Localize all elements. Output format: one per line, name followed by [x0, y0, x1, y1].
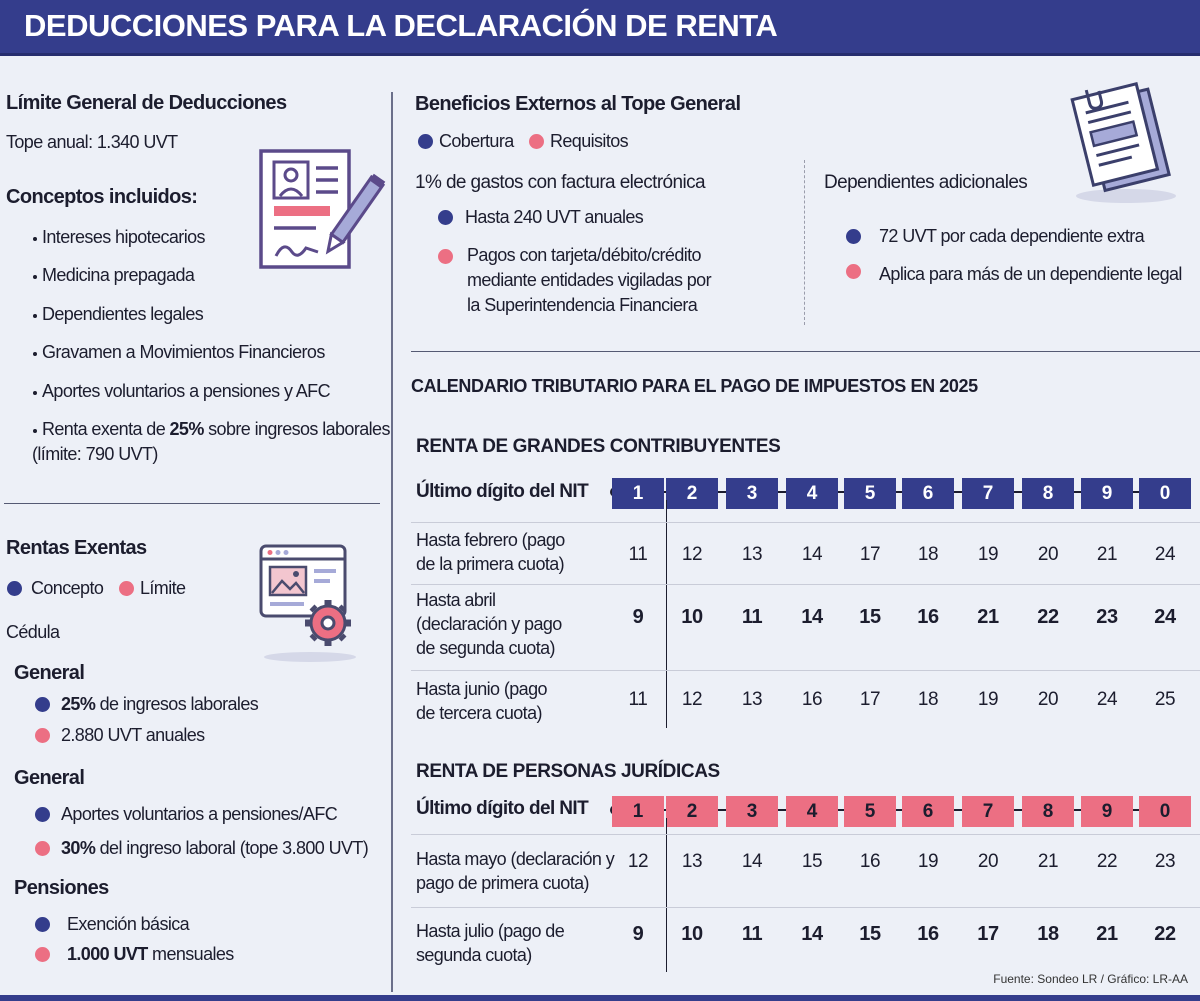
- clipboard-documents-icon: [1070, 82, 1182, 208]
- date-cell: 11: [628, 544, 648, 565]
- nit-digit-box: 9: [1081, 796, 1133, 827]
- list-item: Dependientes legales: [42, 304, 204, 324]
- date-cell: 21: [1096, 544, 1118, 565]
- nit-digit-box: 8: [1022, 796, 1074, 827]
- nit-digit-box: 3: [726, 796, 778, 827]
- date-cell: 9: [632, 923, 644, 945]
- date-cell: 13: [741, 544, 763, 565]
- group-concepto: 25% de ingresos laborales: [61, 694, 259, 714]
- nit-label: Último dígito del NIT: [416, 481, 589, 502]
- rentas-exentas-heading: Rentas Exentas: [6, 537, 147, 559]
- juridicas-title: RENTA DE PERSONAS JURÍDICAS: [416, 761, 720, 782]
- row-label-line: Hasta febrero (pago: [416, 530, 565, 550]
- date-cell: 12: [681, 544, 703, 565]
- date-cell: 22: [1096, 851, 1118, 872]
- tope-anual: Tope anual: 1.340 UVT: [6, 132, 178, 152]
- date-cell: 19: [977, 544, 999, 565]
- date-cell: 14: [801, 606, 823, 628]
- cobertura-dot: [438, 210, 453, 225]
- nit-digit-box: 3: [726, 478, 778, 509]
- limite-heading: Límite General de Deducciones: [6, 92, 287, 114]
- row-divider: [411, 584, 1200, 585]
- date-cell: 13: [681, 851, 703, 872]
- date-cell: 17: [859, 544, 881, 565]
- factura-requisitos-line: la Superintendencia Financiera: [467, 295, 698, 315]
- concepto-dot: [35, 807, 50, 822]
- date-cell: 24: [1154, 606, 1176, 628]
- row-label-line: Hasta mayo (declaración y: [416, 849, 615, 869]
- group-limite: 1.000 UVT mensuales: [67, 944, 234, 964]
- date-cell: 16: [917, 923, 939, 945]
- row-label: [416, 528, 565, 576]
- limite-dot: [35, 947, 50, 962]
- document-pen-icon: [258, 148, 386, 272]
- list-item: Medicina prepagada: [42, 265, 195, 285]
- date-cell: 17: [859, 689, 881, 710]
- source-credit: Fuente: Sondeo LR / Gráfico: LR-AA: [993, 972, 1188, 986]
- nit-digit-box: 9: [1081, 478, 1133, 509]
- nit-digit-box: 8: [1022, 478, 1074, 509]
- date-cell: 12: [681, 689, 703, 710]
- date-cell: 16: [859, 851, 881, 872]
- column-separator: [666, 818, 667, 972]
- row-label-line: (declaración y pago: [416, 614, 562, 634]
- list-item: Renta exenta de 25% sobre ingresos laborales: [42, 419, 390, 439]
- cedula-label: Cédula: [6, 622, 60, 642]
- legend-limite: Límite: [140, 578, 186, 598]
- nit-digit-box: 4: [786, 478, 838, 509]
- date-cell: 11: [628, 689, 648, 710]
- row-divider: [411, 522, 1200, 523]
- date-cell: 19: [977, 689, 999, 710]
- dependientes-cobertura: 72 UVT por cada dependiente extra: [879, 226, 1145, 246]
- concepto-dot: [35, 917, 50, 932]
- group-concepto: Exención básica: [67, 914, 190, 934]
- date-cell: 22: [1154, 923, 1176, 945]
- limite-dot: [35, 841, 50, 856]
- row-label-line: de tercera cuota): [416, 703, 542, 723]
- date-cell: 21: [1037, 851, 1059, 872]
- row-label-line: Hasta abril: [416, 590, 496, 610]
- group-limite: 30% del ingreso laboral (tope 3.800 UVT): [61, 838, 369, 858]
- nit-digit-box: 0: [1139, 796, 1191, 827]
- date-cell: 11: [741, 923, 763, 945]
- list-item-limit: (límite: 790 UVT): [32, 444, 158, 464]
- date-cell: 23: [1154, 851, 1176, 872]
- list-item: Aportes voluntarios a pensiones y AFC: [42, 381, 330, 401]
- nit-digit-box: 7: [962, 796, 1014, 827]
- factura-requisitos-line: Pagos con tarjeta/débito/crédito: [467, 245, 701, 265]
- date-cell: 22: [1037, 606, 1059, 628]
- factura-cobertura: Hasta 240 UVT anuales: [465, 207, 644, 227]
- row-label-line: Hasta junio (pago: [416, 679, 547, 699]
- date-cell: 18: [1037, 923, 1059, 945]
- legend-dot-cobertura: [418, 134, 433, 149]
- legend-concepto: Concepto: [31, 578, 104, 598]
- legend-dot-limite: [119, 581, 134, 596]
- right-section-divider: [411, 351, 1200, 352]
- group-limite: 2.880 UVT anuales: [61, 725, 205, 745]
- nit-label: Último dígito del NIT: [416, 798, 589, 819]
- date-cell: 18: [917, 544, 939, 565]
- date-cell: 14: [741, 851, 763, 872]
- date-cell: 20: [977, 851, 999, 872]
- list-item: Gravamen a Movimientos Financieros: [42, 342, 325, 362]
- date-cell: 10: [681, 606, 703, 628]
- factura-title: 1% de gastos con factura electrónica: [415, 172, 705, 193]
- dashed-divider: [804, 160, 805, 325]
- bullet: [33, 391, 37, 395]
- date-cell: 12: [627, 851, 649, 872]
- row-label: [416, 588, 562, 660]
- calendario-heading: CALENDARIO TRIBUTARIO PARA EL PAGO DE IMPUESTOS EN 2025: [411, 376, 978, 396]
- bullet: [33, 275, 37, 279]
- row-label-line: segunda cuota): [416, 945, 532, 965]
- date-cell: 19: [917, 851, 939, 872]
- date-cell: 13: [741, 689, 763, 710]
- row-label: [416, 847, 614, 895]
- legend-dot-concepto: [7, 581, 22, 596]
- date-cell: 15: [859, 923, 881, 945]
- legend-dot-requisitos: [529, 134, 544, 149]
- concepto-dot: [35, 697, 50, 712]
- group-title: Pensiones: [14, 877, 109, 899]
- date-cell: 23: [1096, 606, 1118, 628]
- bottom-bar: [0, 995, 1200, 1001]
- limite-dot: [35, 728, 50, 743]
- nit-digit-box: 0: [1139, 478, 1191, 509]
- dependientes-requisitos: Aplica para más de un dependiente legal: [879, 264, 1182, 284]
- row-label-line: pago de primera cuota): [416, 873, 589, 893]
- group-concepto: Aportes voluntarios a pensiones/AFC: [61, 804, 338, 824]
- column-divider: [391, 92, 393, 992]
- web-settings-icon: [258, 541, 362, 665]
- beneficios-heading: Beneficios Externos al Tope General: [415, 93, 741, 115]
- row-label-line: de la primera cuota): [416, 554, 565, 574]
- row-label: [416, 919, 564, 967]
- date-cell: 25: [1154, 689, 1176, 710]
- nit-digit-box: 7: [962, 478, 1014, 509]
- nit-digit-box: 2: [666, 796, 718, 827]
- legend-requisitos: Requisitos: [550, 131, 629, 151]
- dependientes-title: Dependientes adicionales: [824, 172, 1028, 193]
- row-label-line: de segunda cuota): [416, 638, 555, 658]
- date-cell: 14: [801, 923, 823, 945]
- date-cell: 18: [917, 689, 939, 710]
- group-title: General: [14, 767, 85, 789]
- date-cell: 17: [977, 923, 999, 945]
- date-cell: 24: [1154, 544, 1176, 565]
- date-cell: 24: [1096, 689, 1118, 710]
- row-divider: [411, 670, 1200, 671]
- requisitos-dot: [438, 249, 453, 264]
- grandes-title: RENTA DE GRANDES CONTRIBUYENTES: [416, 436, 781, 457]
- date-cell: 10: [681, 923, 703, 945]
- nit-digit-box: 2: [666, 478, 718, 509]
- nit-digit-box: 1: [612, 796, 664, 827]
- date-cell: 21: [1096, 923, 1118, 945]
- factura-requisitos-line: mediante entidades vigiladas por: [467, 270, 711, 290]
- bullet: [33, 237, 37, 241]
- list-item: Intereses hipotecarios: [42, 227, 205, 247]
- date-cell: 9: [632, 606, 644, 628]
- nit-digit-box: 1: [612, 478, 664, 509]
- bullet: [33, 352, 37, 356]
- nit-digit-box: 4: [786, 796, 838, 827]
- left-section-divider: [4, 503, 380, 504]
- date-cell: 14: [801, 544, 823, 565]
- bullet: [33, 314, 37, 318]
- title-bar: [0, 0, 1200, 56]
- cobertura-dot: [846, 229, 861, 244]
- row-divider: [411, 907, 1200, 908]
- conceptos-heading: Conceptos incluidos:: [6, 186, 198, 208]
- date-cell: 15: [859, 606, 881, 628]
- nit-digit-box: 5: [844, 796, 896, 827]
- date-cell: 20: [1037, 544, 1059, 565]
- date-cell: 20: [1037, 689, 1059, 710]
- group-title: General: [14, 662, 85, 684]
- date-cell: 15: [801, 851, 823, 872]
- row-label-line: Hasta julio (pago de: [416, 921, 565, 941]
- page-title: DEDUCCIONES PARA LA DECLARACIÓN DE RENTA: [24, 8, 778, 43]
- row-label: [416, 677, 547, 725]
- nit-digit-box: 5: [844, 478, 896, 509]
- date-cell: 11: [741, 606, 763, 628]
- legend-cobertura: Cobertura: [439, 131, 514, 151]
- date-cell: 21: [977, 606, 999, 628]
- requisitos-dot: [846, 264, 861, 279]
- row-divider: [411, 834, 1200, 835]
- date-cell: 16: [801, 689, 823, 710]
- nit-digit-box: 6: [902, 796, 954, 827]
- date-cell: 16: [917, 606, 939, 628]
- bullet: [33, 429, 37, 433]
- nit-digit-box: 6: [902, 478, 954, 509]
